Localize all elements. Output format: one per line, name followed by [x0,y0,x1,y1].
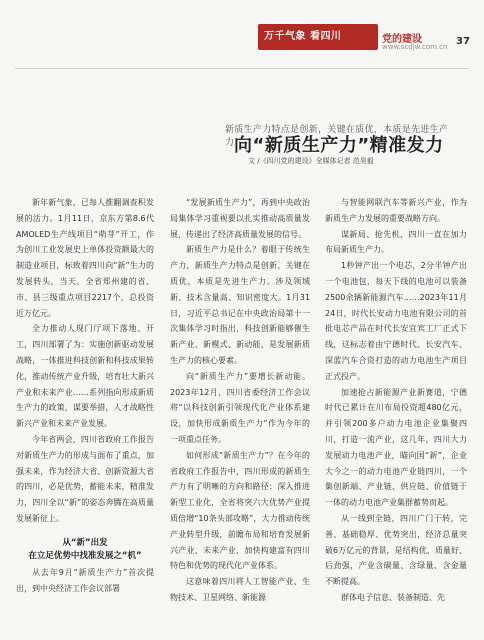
paragraph: 谋新局、抢先机，四川一直在加力布局新质生产力。 [325,229,467,255]
header-divider [15,68,469,69]
paragraph: 从一线到全链，四川广门于转，完善、基础稳厚、优势突出，经济总量突破6万亿元的背景，是结构优、质量好、后劲强，产业含碳量、含绿量、含金量不断提高。 [325,513,467,587]
paragraph: 这意味着四川将人工智能产业、生物技术、卫星网络、新能源 [170,577,310,602]
paragraph: 加速抢占新能源产业新赛道，宁德时代已累计在川布局投资超480亿元，并引领200多户动力电池企业集聚四川，打造一流产业，这几年，四川大力发展动力电池产业，瞄向国“新”，企业大今之一的动力电池产业链四川，一个集创新端、产业链、供应链、价值链于一体的动力电池产业集群蓄势而起。 [325,387,467,508]
article-column-3 [325,195,467,640]
article-column-2 [170,195,310,640]
brand-url: www.scdjw.com.cn [382,43,448,51]
paragraph: 从去年9月“新质生产力”首次提出，到中央经济工作会议部署 [16,567,154,593]
paragraph: 群体电子信息、装备制造、先 [341,592,445,602]
brand-name: 党的建设 [382,34,422,45]
paragraph: 如何形成“新质生产力”？在今年的省政府工作报告中，四川形成的新质生产力有了明晰的方向和路径：深入推进新型工业化，全省将突六大优势产业提质倍增“10条头部攻略”，大力推动传统产业转型升级，前瞻布局和培育发展新兴产业、未来产业，加快构建富有四川特色和优势的现代化产业体系。 [170,450,310,571]
paragraph: 与智能网联汽车等新兴产业，作为新质生产力发展的重要战略方向。 [325,198,467,223]
logo-text: 万千气象 看四川 [264,31,342,42]
page-header [0,0,484,68]
section-heading: 从“新”出发 在立足优势中找准发展之“机” [28,537,142,561]
page-number: 37 [456,36,470,47]
paragraph: 向“新质生产力”要增长新动能。2023年12月，四川省委经济工作会议将“以科技创新引领现代化产业体系建设，加快形成新质生产力”作为今年的一项重点任务。 [170,371,310,444]
paragraph: 新质生产力是什么？着眼于传统生产力，新质生产力特点是创新、关键在质优，本质是先进生产力。涉及领域新、技术含量高、知识密度大。1月31日，习近平总书记在中央政治局第十一次集体学习时指出，科技创新能够催生新产业、新模式、新动能，是发展新质生产力的核心要素。 [170,245,310,365]
article-byline: 文 /《四川党的建设》全媒体记者 范昊毅 [248,157,374,165]
article-column-1 [16,195,154,640]
paragraph: 全力推动人现门厅项下落地、开工，四川部署了为：实施创新驱动发展战略，一体推进科技创新和科技成果转化，推动传统产业升级，培育壮大新兴产业和未来产业……系列指向形成新质生产力的政策，谋要举措，人才战略性新兴产业和未来产业发展。 [16,324,154,429]
paragraph: 今年省两会，四川省政府工作报告对新质生产力的形成与面布了重点，加强未来，作为经济大省、创新资源大省的四川，必是优势，蓄能未来，精准发力，四川全以“新”的姿态奔腾在高质量发展新征上。 [16,434,154,523]
paragraph: 新年新气象，已每人推翻调查积发展的活力。1月11日，京东方第8.6代AMOLED生产线项目“萌芽”开工，作为创川工业发展史上单体投资额最大的制造业项目，标致着四川向“新”生力的发展转头，当天，全省郑州建的省、市、县三级重点项目2217个，总投资近万亿元。 [16,198,154,318]
paragraph: “发展新质生产力”，再到中央政治局集体学习重视要以扎实推动高质量发展，传递出了经济高质量发展的信号。 [170,198,310,239]
magazine-logo [258,24,378,50]
article-subtitle: 新质生产力特点是创新，关键在质优，本质是先进生产力 [225,125,449,148]
article-title: 向“新质生产力”精准发力 [234,135,444,156]
paragraph: 1秒钟产出一个电芯，2分半钟产出一个电池包，每天下线的电池可以装备2500余辆新能源汽车……2023年11月24日，时代长安动力电池有限公司的首批电芯产品在时代长安宜宾工厂正式下线，这标志着由宁德时代、长安汽车、深蓝汽车合资打造的动力电池生产项目正式投产。 [325,261,467,381]
